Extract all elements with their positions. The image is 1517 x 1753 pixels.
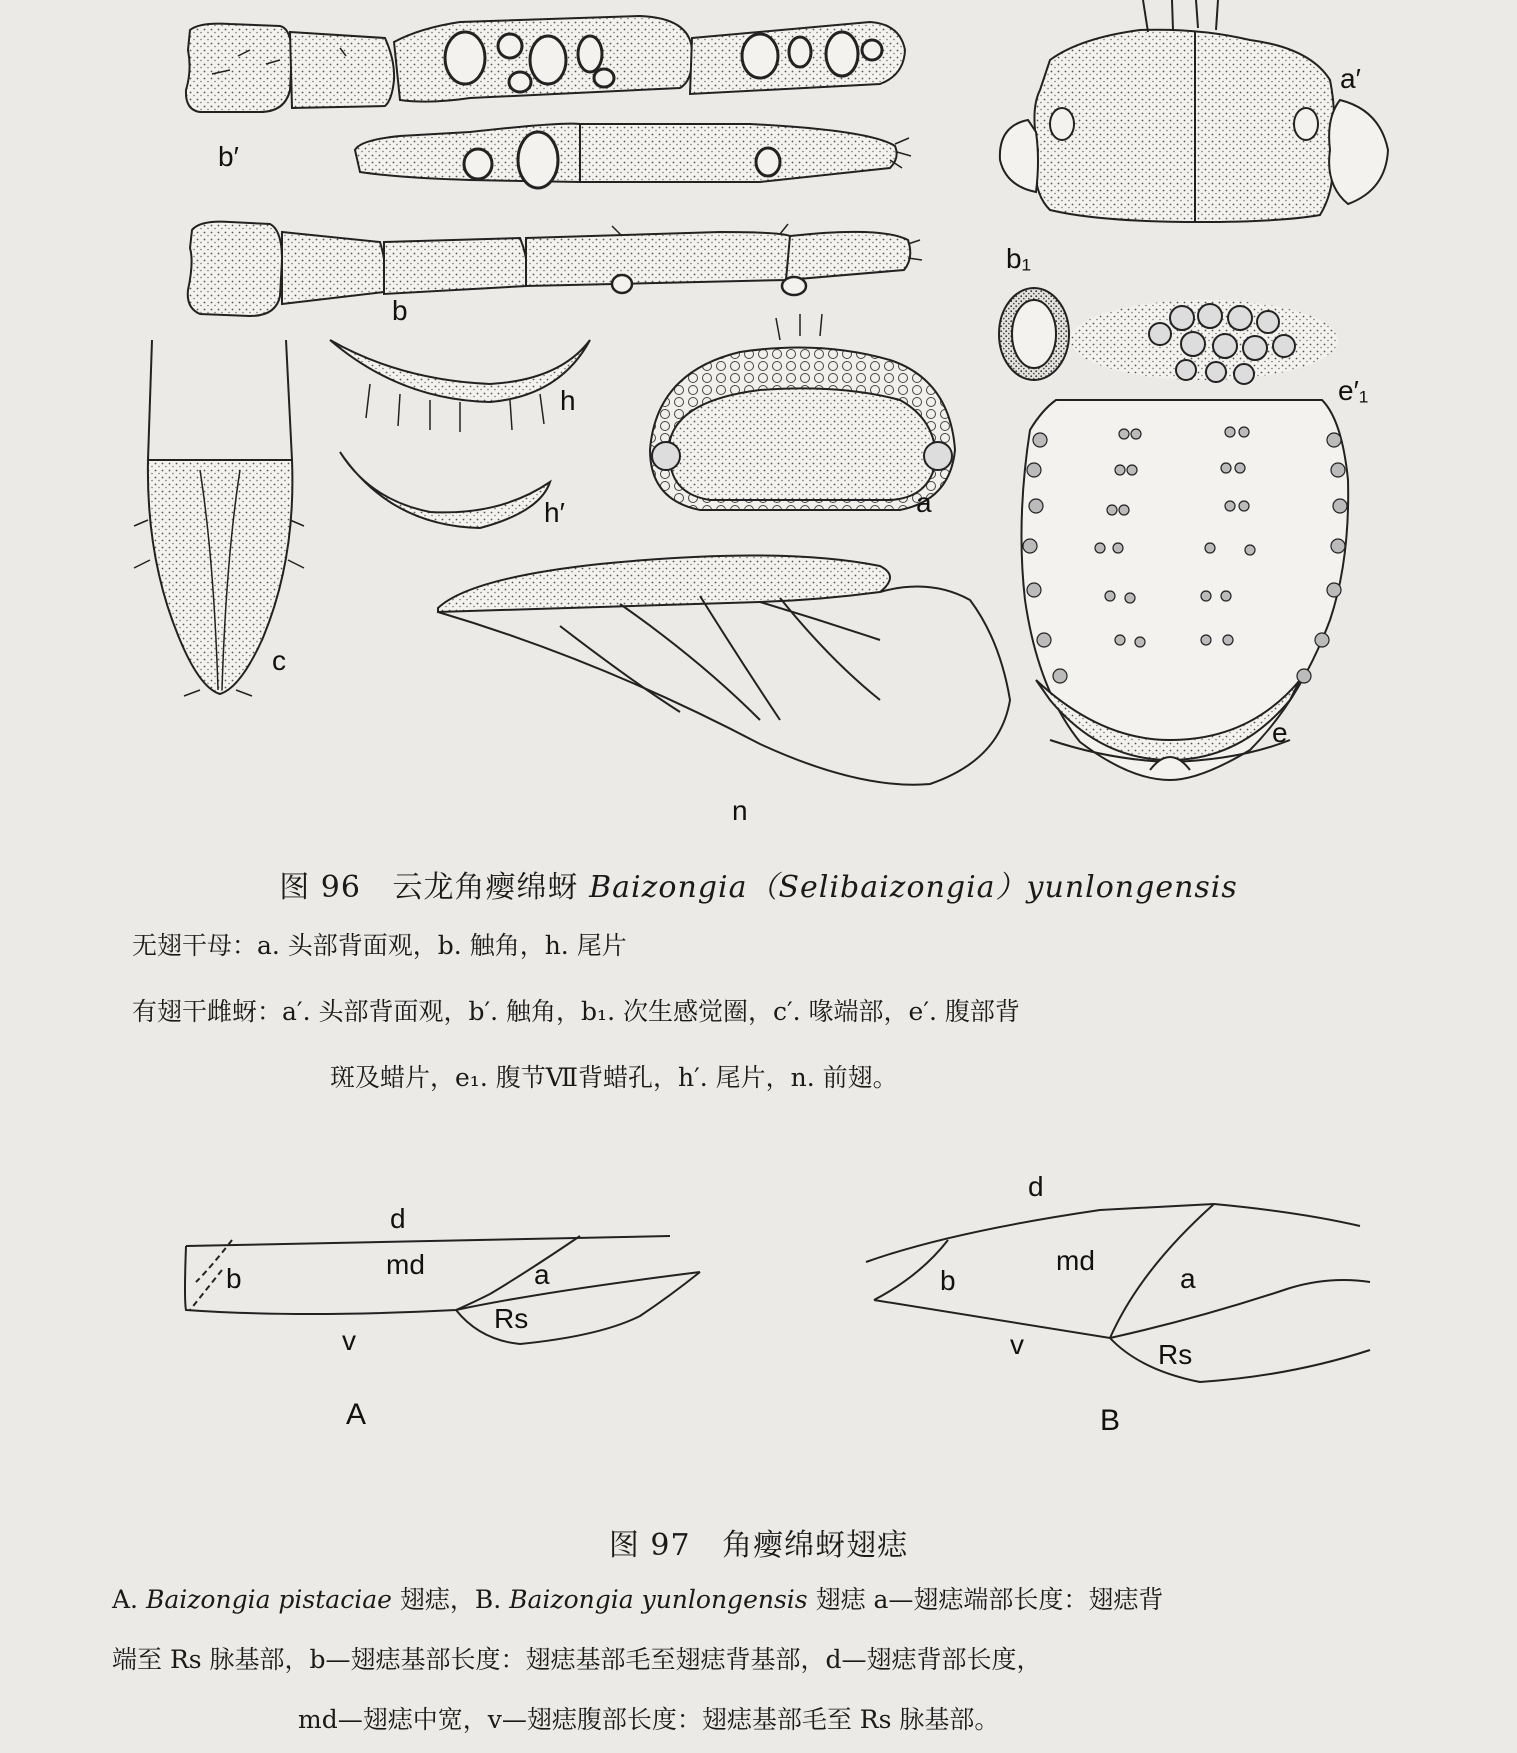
figure-96-title-cn: 云龙角瘿绵蚜 (392, 870, 579, 905)
figure-96-number: 图 96 (279, 870, 361, 905)
legend-A-suffix: 翅痣，B. (399, 1585, 502, 1614)
h-cauda-drawing (330, 340, 590, 432)
head-a-drawing (650, 314, 955, 510)
figure-97-title (0, 1520, 1517, 1564)
label-b: b (392, 295, 408, 326)
A-panel-label: A (346, 1398, 367, 1431)
b1-sensory-ring-drawing (999, 288, 1069, 380)
n-forewing-drawing (438, 555, 1010, 784)
label-h-prime: h′ (544, 497, 565, 528)
legend-A-species: Baizongia pistaciae (145, 1585, 392, 1614)
figure-97-legend-line2: 端至 Rs 脉基部，b—翅痣基部长度：翅痣基部毛至翅痣背基部，d—翅痣背部长度， (112, 1645, 1042, 1674)
c-rostrum-drawing (134, 340, 304, 696)
B-label-d: d (1028, 1171, 1044, 1202)
A-label-rs: Rs (494, 1303, 529, 1334)
legend-B-suffix: 翅痣 a—翅痣端部长度：翅痣背 (815, 1585, 1164, 1614)
A-label-md: md (386, 1249, 425, 1280)
label-e: e (1272, 717, 1288, 748)
antenna-b-drawing (188, 222, 922, 316)
figure-97-number: 图 97 (608, 1528, 691, 1563)
A-label-a: a (534, 1259, 550, 1290)
label-h: h (560, 385, 576, 416)
pterostigma-A-drawing (185, 1236, 700, 1344)
legend-A-prefix: A. (112, 1585, 139, 1614)
head-a-prime-drawing (1000, 0, 1388, 222)
label-a: a (916, 487, 932, 518)
label-n: n (732, 795, 748, 826)
B-label-b: b (940, 1265, 956, 1296)
antenna-segment-drawing (355, 124, 911, 188)
B-panel-label: B (1100, 1404, 1121, 1437)
figure-97-legend-line3: md—翅痣中宽，v—翅痣腹部长度：翅痣基部毛至 Rs 脉基部。 (298, 1705, 1000, 1734)
A-label-v: v (342, 1325, 356, 1356)
label-b1: b₁ (1006, 243, 1032, 274)
e1-wax-pores-drawing (1070, 300, 1338, 384)
h-prime-cauda-drawing (340, 452, 550, 528)
B-label-v: v (1010, 1329, 1024, 1360)
legend-B-species: Baizongia yunlongensis (509, 1585, 808, 1614)
label-b-prime: b′ (218, 141, 239, 172)
B-label-a: a (1180, 1263, 1196, 1294)
label-a-prime: a′ (1340, 63, 1361, 94)
e-abdomen-drawing (1021, 400, 1348, 780)
figure-96-title (0, 862, 1517, 906)
label-e1: e′₁ (1338, 375, 1369, 406)
A-label-b: b (226, 1263, 242, 1294)
antenna-b-prime-drawing (186, 16, 905, 112)
figure-96-legend-line3: 斑及蜡片，e₁. 腹节Ⅶ背蜡孔，h′. 尾片，n. 前翅。 (330, 1063, 898, 1092)
figure-96-title-latin: Baizongia（Selibaizongia）yunlongensis (589, 870, 1238, 905)
figure-96-legend-line2: 有翅干雌蚜：a′. 头部背面观，b′. 触角，b₁. 次生感觉圈，c′. 喙端部，e′. 腹部背 (132, 997, 1020, 1026)
B-label-md: md (1056, 1245, 1095, 1276)
A-label-d: d (390, 1203, 406, 1234)
figure-97-legend-line1 (112, 1580, 1163, 1616)
label-c: c (272, 645, 286, 676)
B-label-rs: Rs (1158, 1339, 1193, 1370)
figure-97-title-cn: 角瘿绵蚜翅痣 (722, 1528, 909, 1563)
figure-96-legend-line1: 无翅干母：a. 头部背面观，b. 触角，h. 尾片 (132, 931, 627, 960)
